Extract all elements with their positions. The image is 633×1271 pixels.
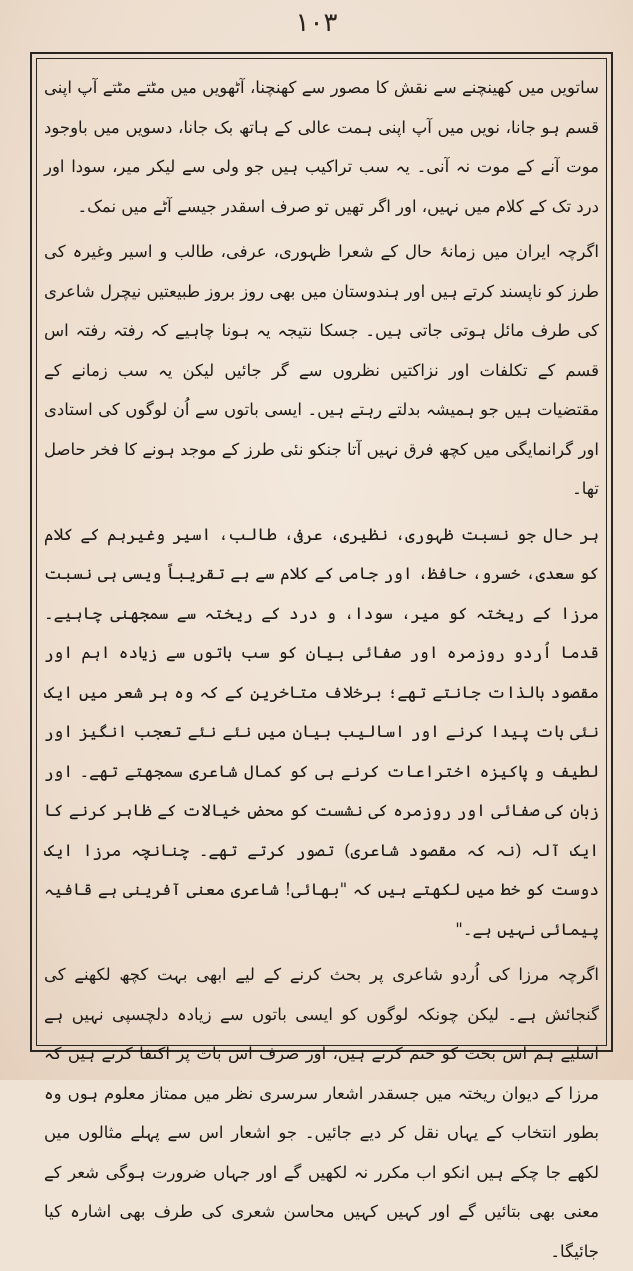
page-number: ۱۰۳ — [295, 8, 338, 38]
paragraph-1: ساتویں میں کھینچنے سے نقش کا مصور سے کھنچنا، آٹھویں میں مٹتے مٹتے آپ اپنی قسم ہو جانا، نویں میں آپ اپنی ہمت عالی کے ہاتھ بک جانا، دسویں میں باوجود موت آنے کے موت نہ آنی۔ یہ سب تراکیب ہیں جو ولی سے لیکر میر، سودا اور درد تک کے کلام میں نہیں، اور اگر تھیں تو صرف اسقدر جیسے آٹے میں نمک۔ — [44, 78, 599, 216]
paragraph-3: ہر حال جو نسبت ظہوری، نظیری، عرفی، طالب، اسیر وغیرہم کے کلام کو سعدی، خسرو، حافظ، اور جامی کے کلام سے ہے تقریباً ویسی ہی نسبت مرزا کے ریختہ کو میر، سودا، و درد کے ریختہ سے سمجھنی چاہیے۔ قدما اُردو روزمرہ اور صفائی بیان کو سب باتوں سے زیادہ اہم اور مقصود بالذات جانتے تھے؛ برخلاف متاخرین کے کہ وہ ہر شعر میں ایک نئی بات پیدا کرنے اور اسالیب بیان میں نئے نئے تعجب انگیز اور لطیف و پاکیزہ اختراعات کرنے ہی کو کمال شاعری سمجھتے تھے۔ اور زبان کی صفائی اور روزمرہ کی نشست کو محض خیالات کے ظاہر کرنے کا ایک آلہ (نہ کہ مقصود شاعری) تصور کرتے تھے۔ چنانچہ مرزا ایک دوست کو خط میں لکھتے ہیں کہ "بھائی! شاعری معنی آفرینی ہے قافیہ پیمائی نہیں ہے۔" — [44, 524, 599, 939]
paragraph-4: اگرچہ مرزا کی اُردو شاعری پر بحث کرنے کے لیے ابھی بہت کچھ لکھنے کی گنجائش ہے۔ لیکن چونکہ لوگوں کو ایسی باتوں سے زیادہ دلچسپی نہیں ہے اسلیے ہم اس بحث کو ختم کرتے ہیں، اور صرف اس بات پر اکتفا کرتے ہیں کہ مرزا کے دیوان ریختہ میں جسقدر اشعار سرسری نظر میں ممتاز معلوم ہوں وہ بطور انتخاب کے یہاں نقل کر دیے جائیں۔ جو اشعار اس سے پہلے مثالوں میں لکھے جا چکے ہیں انکو اب مکرر نہ لکھیں گے اور جہاں ضرورت ہوگی شعر کے معنی بھی بتائیں گے اور کہیں کہیں محاسن شعری کی طرف بھی اشارہ کیا جائیگا۔ — [44, 965, 599, 1261]
paragraph-2: اگرچہ ایران میں زمانۂ حال کے شعرا ظہوری، عرفی، طالب و اسیر وغیرہ کی طرز کو ناپسند کرتے ہیں اور ہندوستان میں بھی روز بروز طبیعتیں نیچرل شاعری کی طرف مائل ہوتی جاتی ہیں۔ جسکا نتیجہ یہ ہونا چاہیے کہ رفتہ رفتہ اس قسم کے تکلفات اور نزاکتیں نظروں سے گر جائیں لیکن یہ سب زمانے کے مقتضیات ہیں جو ہمیشہ بدلتے رہتے ہیں۔ ایسی باتوں سے اُن لوگوں کی استادی اور گرانمایگی میں کچھ فرق نہیں آتا جنکو نئی طرز کے موجد ہونے کا فخر حاصل تھا۔ — [44, 242, 599, 498]
body-text — [44, 68, 599, 1261]
